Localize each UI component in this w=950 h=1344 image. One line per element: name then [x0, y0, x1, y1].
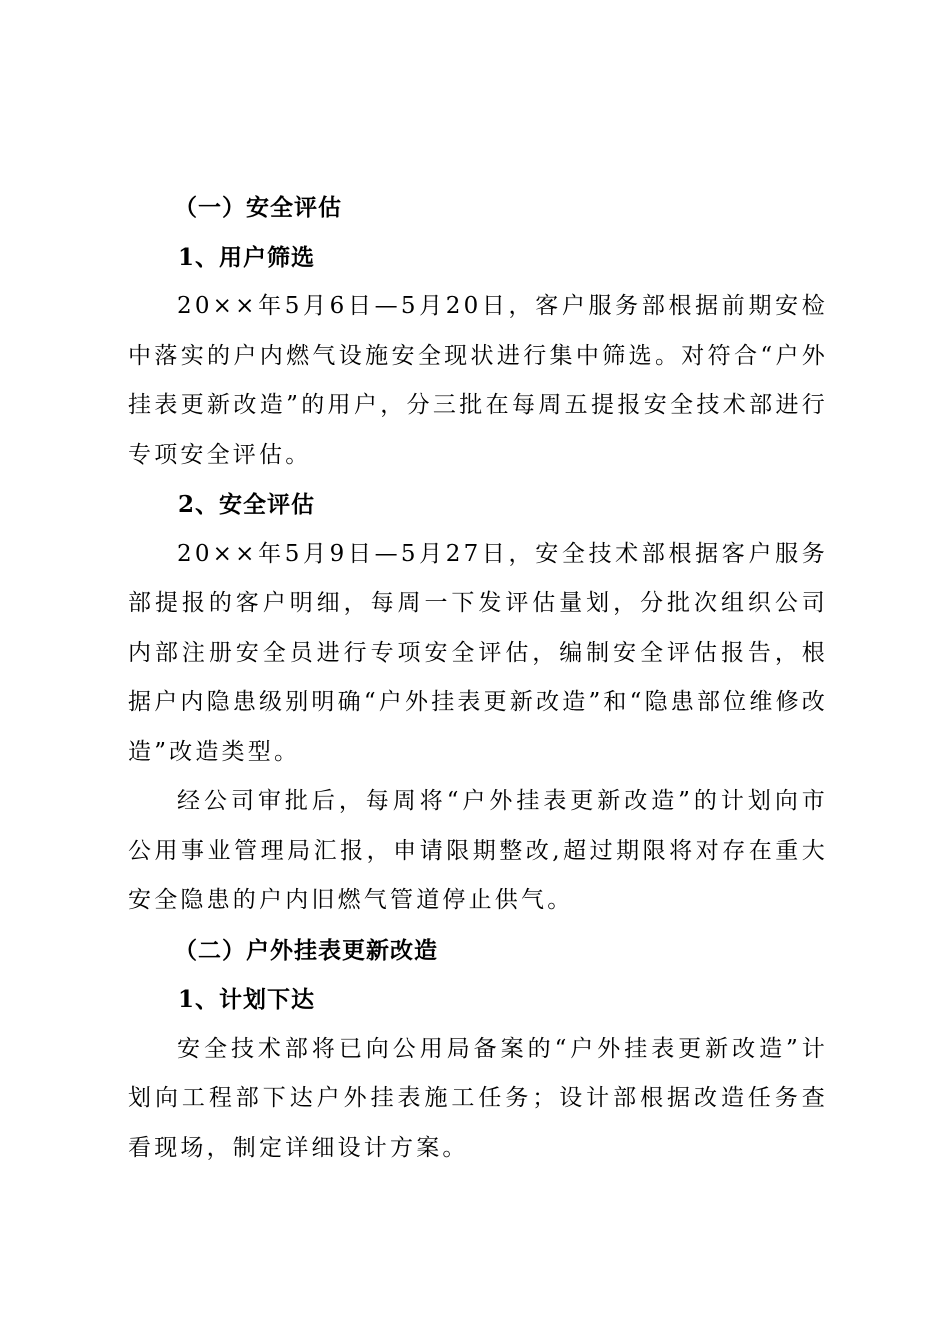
subheading-user-screening: 1、用户筛选: [178, 243, 316, 271]
paragraph-user-screening: 20××年5月6日—5月20日，客户服务部根据前期安检中落实的户内燃气设施安全现状进行集中筛选。对符合“户外挂表更新改造”的用户，分三批在每周五提报安全技术部进行专项安全评估。: [128, 293, 828, 468]
paragraph-approval-report: 经公司审批后，每周将“户外挂表更新改造”的计划向市公用事业管理局汇报，申请限期整改,超过期限将对存在重大安全隐患的户内旧燃气管道停止供气。: [128, 788, 828, 913]
paragraph-plan-issuance: 安全技术部将已向公用局备案的“户外挂表更新改造”计划向工程部下达户外挂表施工任务；设计部根据改造任务查看现场，制定详细设计方案。: [128, 1035, 828, 1161]
document-body: [128, 183, 828, 1173]
subheading-safety-assessment: 2、安全评估: [178, 491, 316, 518]
subheading-plan-issuance: 1、计划下达: [178, 986, 316, 1013]
section-heading-safety-assessment: （一）安全评估: [174, 194, 342, 221]
paragraph-safety-assessment: 20××年5月9日—5月27日，安全技术部根据客户服务部提报的客户明细，每周一下发评估量划，分批次组织公司内部注册安全员进行专项安全评估，编制安全评估报告，根据户内隐患级别明确“户外挂表更新改造”和“隐患部位维修改造”改造类型。: [128, 540, 828, 765]
section-heading-meter-renovation: （二）户外挂表更新改造: [174, 936, 438, 964]
